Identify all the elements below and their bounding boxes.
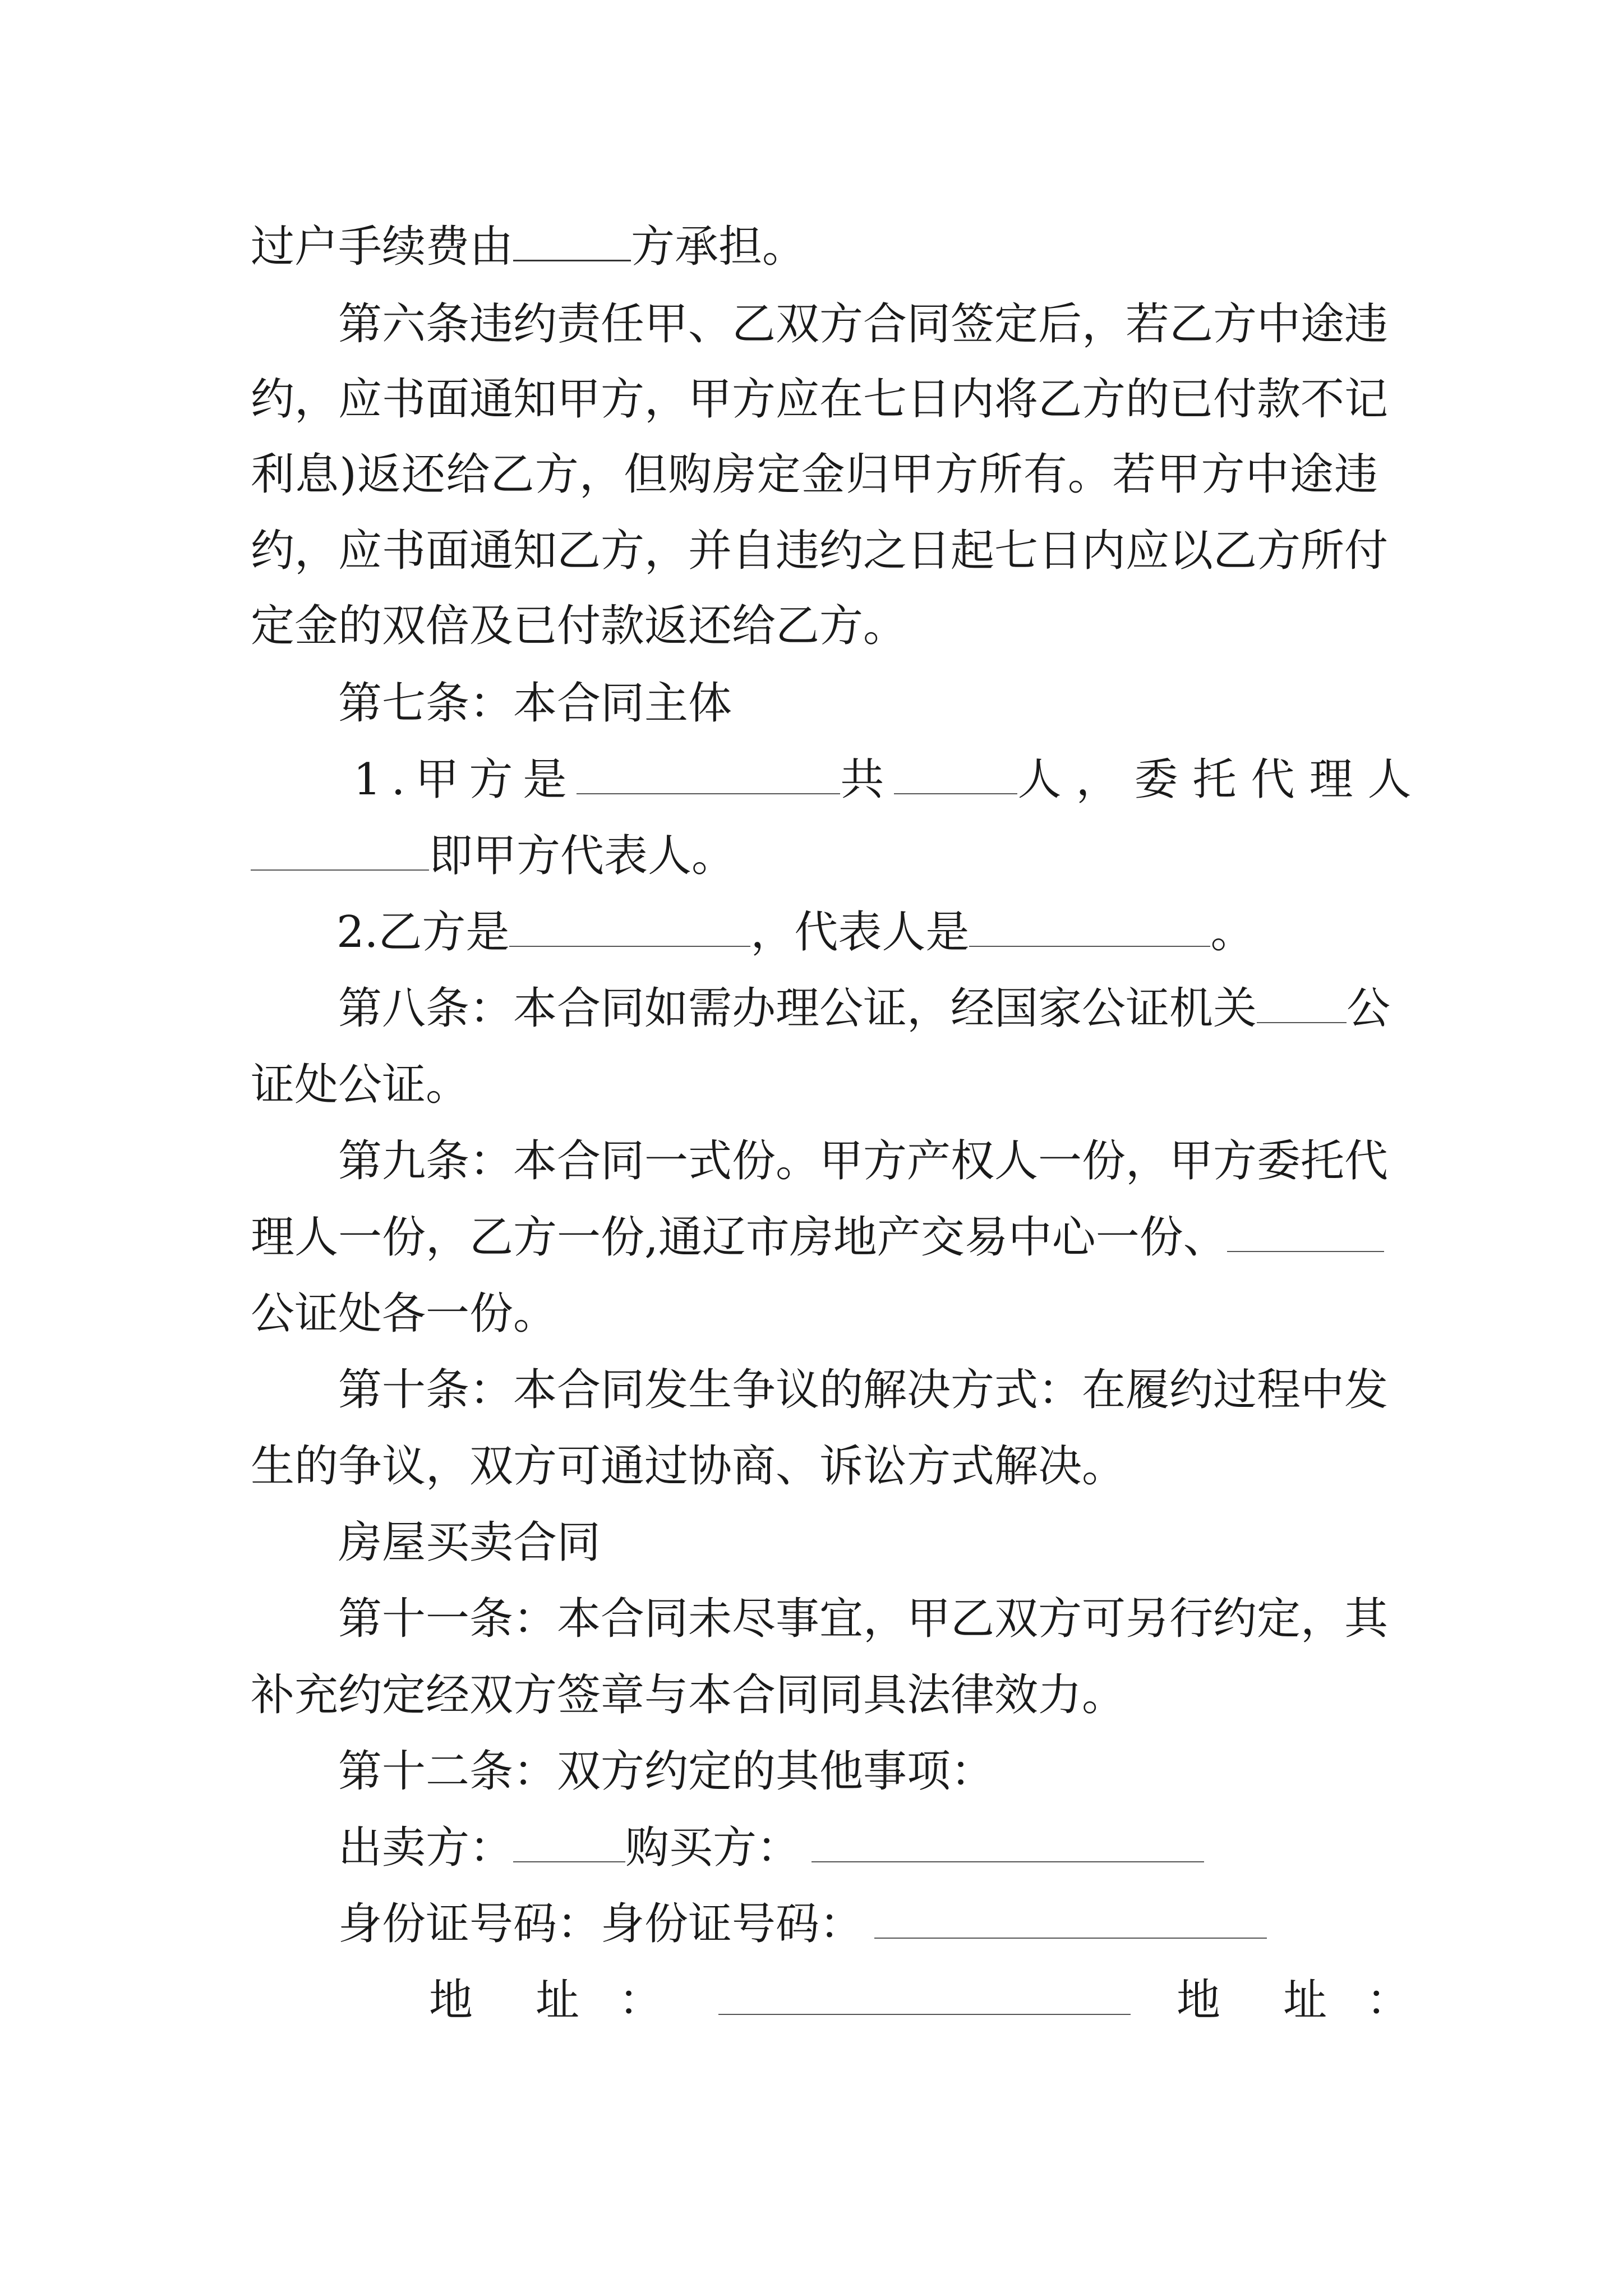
text-segment: ，代表人是 [750,907,970,958]
article-8-line-1 [338,981,1391,1037]
fill-blank [509,907,750,947]
article-7-item-2 [336,904,1464,960]
article-11-line-2: 补充约定经双方签章与本合同同具法律效力。 [251,1670,1126,1720]
address-blank [718,1975,1131,2015]
article-8-line-2: 证处公证。 [251,1060,470,1110]
article-9-line-2 [251,1209,1378,1266]
buyer-label: 购买方： [625,1823,801,1873]
text-segment: 2.乙方是 [336,907,510,958]
fill-blank [513,220,631,261]
article-9-line-3: 公证处各一份。 [251,1289,557,1339]
fill-blank [969,907,1210,947]
article-6-line-5: 定金的双倍及已付款返还给乙方。 [251,601,907,651]
text-segment: 方承担。 [631,222,806,272]
text-segment: 人，委托代理人 [1017,754,1426,805]
address-label-char: 地 [1177,1975,1221,2026]
article-6-line-1: 第六条违约责任甲、乙双方合同签定后，若乙方中途违 [338,299,1389,349]
article-6-line-3: 利息)返还给乙方，但购房定金归甲方所有。若甲方中途违 [251,449,1378,500]
text-segment: 即甲方代表人。 [429,831,736,881]
contract-heading: 房屋买卖合同 [338,1517,601,1568]
address-label-char: 地 [429,1975,473,2026]
article-7-title: 第七条：本合同主体 [338,678,732,729]
text-segment: 1.甲方是 [353,754,577,805]
text-segment: 。 [1210,907,1255,958]
id-blank [874,1898,1267,1939]
address-label-colon: ： [1366,1975,1410,2026]
seller-buyer-line [338,1820,1465,1876]
address-line [251,1972,1410,2028]
id-label-buyer: 身份证号码： [601,1899,864,1949]
id-label-seller: 身份证号码： [338,1899,601,1949]
buyer-blank [811,1822,1204,1862]
text-segment: 理人一份，乙方一份,通辽市房地产交易中心一份、 [251,1212,1227,1263]
address-label-colon: ： [619,1975,663,2026]
article-11-line-1: 第十一条：本合同未尽事宜，甲乙双方可另行约定，其 [338,1594,1389,1644]
text-segment: 过户手续费由 [251,222,514,272]
fill-blank [251,830,429,871]
article-12: 第十二条：双方约定的其他事项： [338,1746,995,1797]
article-10-line-2: 生的争议，双方可通过协商、诉讼方式解决。 [251,1441,1126,1492]
text-line [251,219,1378,275]
text-segment: 共 [840,754,895,805]
article-7-item-1-cont [251,828,1378,884]
text-segment: 第八条：本合同如需办理公证，经国家公证机关 [338,983,1257,1034]
article-7-item-1 [353,752,1426,808]
article-10-line-1: 第十条：本合同发生争议的解决方式：在履约过程中发 [338,1365,1389,1415]
article-6-line-2: 约，应书面通知甲方，甲方应在七日内将乙方的已付款不记 [251,374,1389,425]
address-label-char: 址 [1283,1975,1327,2026]
seller-blank [513,1822,625,1862]
address-label-char: 址 [536,1975,580,2026]
fill-blank [894,754,1017,794]
article-6-line-4: 约，应书面通知乙方，并自违约之日起七日内应以乙方所付 [251,526,1389,576]
fill-blank [577,754,840,794]
fill-blank [1227,1212,1384,1252]
article-9-line-1: 第九条：本合同一式份。甲方产权人一份，甲方委托代 [338,1136,1389,1186]
fill-blank [1257,983,1347,1023]
id-number-line [338,1896,1465,1952]
text-segment: 公 [1347,983,1391,1034]
seller-label: 出卖方： [338,1823,514,1873]
